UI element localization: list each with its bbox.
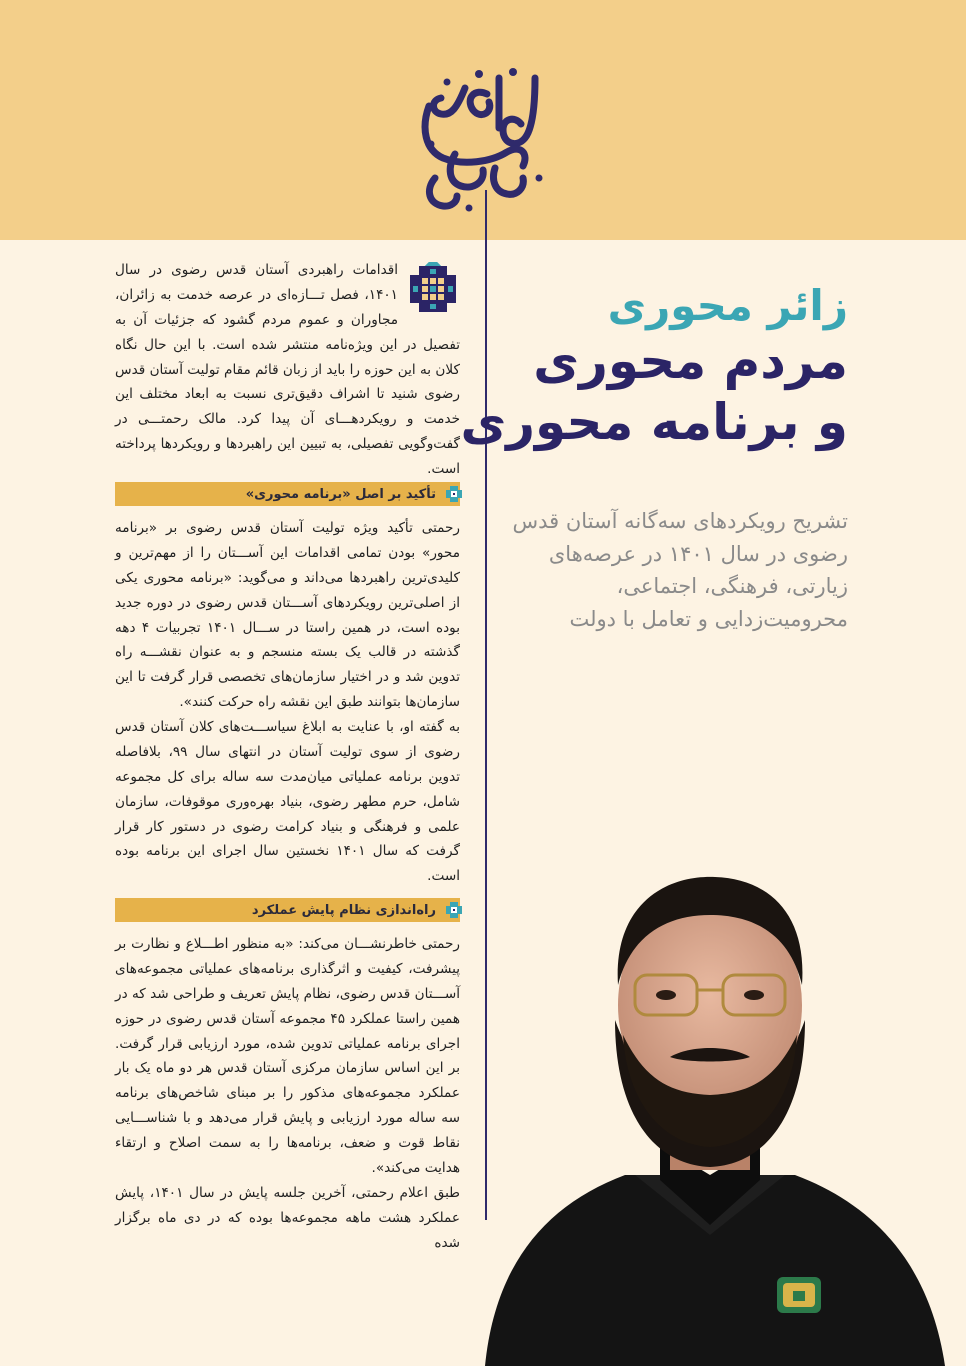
title-block [460, 280, 848, 453]
paragraph: به گفته او، با عنایت به ابلاغ سیاســـت‌های کلان آستان قدس رضوی از سوی تولیت آستان در انتهای سال ۹۹، بلافاصله تدوین برنامه عملیاتی میان‌مدت سه ساله برای کل مجموعه شامل، حرم مطهر رضوی، بنیاد بهره‌وری موقوفات، سازمان علمی و فرهنگی و بنیاد کرامت رضوی در دستور کار قرار گرفت که سال ۱۴۰۱ نخستین سال اجرای این برنامه بوده است. [115, 719, 460, 885]
section-heading: تأکید بر اصل «برنامه محوری» [245, 486, 436, 502]
paragraph: رحمتی خاطرنشـــان می‌کند: «به منظور اطـــلاع و نظارت بر پیشرفت، کیفیت و اثرگذاری برنامه‌های عملیاتی مجموعه‌های آســـتان قدس رضوی، نظام پایش تعریف و طراحی شد که در همین راستا عملکرد ۴۵ مجموعه آستان قدس رضوی در حوزه اجرای برنامه عملیاتی تدوین شده، مورد ارزیابی قرار گرفت. بر این اساس سازمان مرکزی آستان قدس هر دو ماه یک بار عملکرد مجموعه‌های مذکور را بر مبنای شاخص‌های برنامه سه ساله مورد ارزیابی و پایش قرار می‌دهد و با شناســـایی نقاط قوت و ضعف، برنامه‌ها را به سمت اصلاح و ارتقاء هدایت می‌کند». [115, 936, 460, 1176]
subtitle: تشریح رویکردهای سه‌گانه آستان قدس رضوی در سال ۱۴۰۱ در عرصه‌های زیارتی، فرهنگی، اجتماعی، محرومیت‌زدایی و تعامل با دولت [512, 509, 848, 631]
section-heading-bar [115, 482, 460, 506]
portrait-photo [455, 845, 966, 1366]
calligraphy-logo [395, 58, 555, 228]
title-line-3: و برنامه محوری [460, 393, 848, 452]
intro-block [115, 258, 460, 482]
section-body [115, 932, 460, 1255]
paragraph: طبق اعلام رحمتی، آخرین جلسه پایش در سال ۱۴۰۱، پایش عملکرد هشت ماهه مجموعه‌ها بوده که در دی ماه برگزار شده [115, 1184, 460, 1251]
section-heading: راه‌اندازی نظام پایش عملکرد [251, 902, 436, 918]
title-line-2: مردم محوری [533, 332, 848, 391]
section-bullet-icon [444, 484, 464, 504]
section-heading-bar [115, 898, 460, 922]
title-line-1: زائر محوری [607, 281, 848, 330]
paragraph: رحمتی تأکید ویژه تولیت آستان قدس رضوی بر «برنامه محور» بودن تمامی اقدامات این آســـتان را از مهم‌ترین و کلیدی‌ترین راهبردها می‌داند و می‌گوید: «برنامه محوری یکی از اصلی‌ترین رویکردهای آســـتان قدس رضوی در دوره جدید بوده است، در همین راستا در ســـال ۱۴۰۱ تجربیات ۴ دهه گذشته در قالب یک بسته منسجم و به عنوان نقشـــه راه تدوین شد و در اختیار سازمان‌های تخصصی قرار گرفت تا این سازمان‌ها بتوانند طبق این نقشه راه حرکت کنند». [115, 520, 460, 711]
ornament-icon [406, 262, 460, 316]
intro-text: اقدامات راهبردی آستان قدس رضوی در سال ۱۴۰۱، فصل تـــازه‌ای در عرصه خدمت به زائران، مجاوران و عموم مردم گشود که جزئیات آن به تفصیل در این ویژه‌نامه منتشر شده است. با این حال نگاه کلان به این حوزه را باید از زبان قائم مقام تولیت آستان قدس رضوی شنید تا اشراف دقیق‌تری نسبت به ابعاد مختلف این خدمت و رویکردهـــای آن پیدا کرد. مالک رحمتـــی در گفت‌وگویی تفصیلی، به تبیین این راهبردها و رویکردها پرداخته است. [115, 262, 460, 477]
section-body [115, 516, 460, 889]
